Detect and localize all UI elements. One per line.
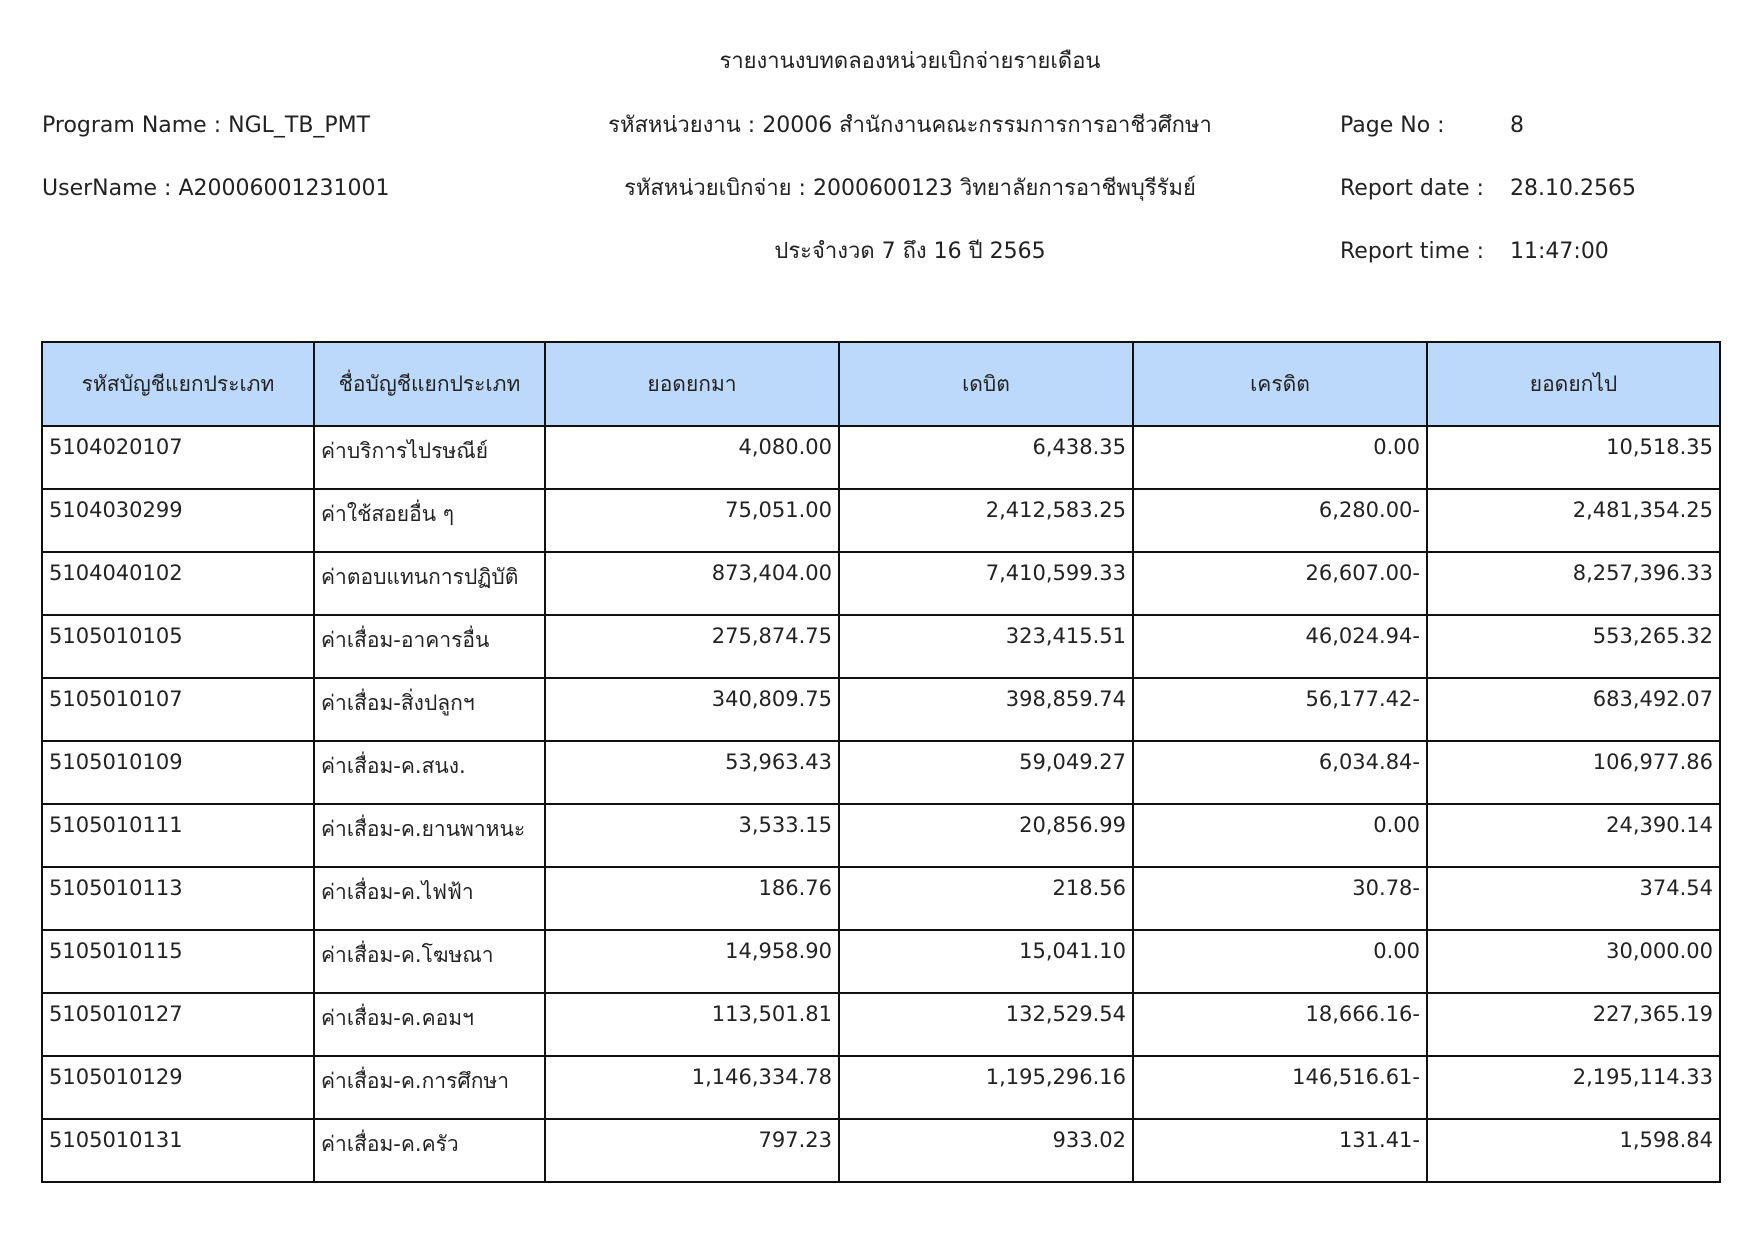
report-time-value: 11:47:00 bbox=[1510, 239, 1609, 264]
account-code-cell: 5104020107 bbox=[42, 426, 314, 489]
report-date-label: Report date : bbox=[1340, 176, 1484, 201]
debit-cell: 933.02 bbox=[839, 1119, 1133, 1182]
account-name-cell: ค่าใช้สอยอื่น ๆ bbox=[314, 489, 545, 552]
table-row bbox=[42, 804, 1720, 867]
opening-balance-cell: 14,958.90 bbox=[545, 930, 839, 993]
account-name-cell: ค่าเสื่อม-ค.การศึกษา bbox=[314, 1056, 545, 1119]
page-no-label: Page No : bbox=[1340, 113, 1445, 138]
program-name: Program Name : NGL_TB_PMT bbox=[42, 113, 371, 138]
credit-cell: 6,280.00- bbox=[1133, 489, 1427, 552]
column-header-account-code: รหัสบัญชีแยกประเภท bbox=[42, 342, 314, 426]
account-name-cell: ค่าเสื่อม-สิ่งปลูกฯ bbox=[314, 678, 545, 741]
column-header-account-name: ชื่อบัญชีแยกประเภท bbox=[314, 342, 545, 426]
debit-cell: 2,412,583.25 bbox=[839, 489, 1133, 552]
closing-balance-cell: 106,977.86 bbox=[1427, 741, 1720, 804]
account-code-cell: 5105010131 bbox=[42, 1119, 314, 1182]
debit-cell: 7,410,599.33 bbox=[839, 552, 1133, 615]
account-code-cell: 5105010111 bbox=[42, 804, 314, 867]
credit-cell: 26,607.00- bbox=[1133, 552, 1427, 615]
closing-balance-cell: 2,195,114.33 bbox=[1427, 1056, 1720, 1119]
table-row bbox=[42, 741, 1720, 804]
account-code-cell: 5105010105 bbox=[42, 615, 314, 678]
account-name-cell: ค่าเสื่อม-ค.โฆษณา bbox=[314, 930, 545, 993]
account-code-cell: 5105010107 bbox=[42, 678, 314, 741]
trial-balance-table bbox=[41, 341, 1721, 1183]
page-no-value: 8 bbox=[1510, 113, 1524, 138]
closing-balance-cell: 2,481,354.25 bbox=[1427, 489, 1720, 552]
credit-cell: 0.00 bbox=[1133, 804, 1427, 867]
closing-balance-cell: 374.54 bbox=[1427, 867, 1720, 930]
debit-cell: 1,195,296.16 bbox=[839, 1056, 1133, 1119]
opening-balance-cell: 873,404.00 bbox=[545, 552, 839, 615]
account-name-cell: ค่าเสื่อม-ค.คอมฯ bbox=[314, 993, 545, 1056]
account-name-cell: ค่าเสื่อม-ค.ครัว bbox=[314, 1119, 545, 1182]
closing-balance-cell: 553,265.32 bbox=[1427, 615, 1720, 678]
account-name-cell: ค่าบริการไปรษณีย์ bbox=[314, 426, 545, 489]
debit-cell: 218.56 bbox=[839, 867, 1133, 930]
credit-cell: 30.78- bbox=[1133, 867, 1427, 930]
account-code-cell: 5105010127 bbox=[42, 993, 314, 1056]
account-code-cell: 5104030299 bbox=[42, 489, 314, 552]
table-row bbox=[42, 1119, 1720, 1182]
column-header-closing-balance: ยอดยกไป bbox=[1427, 342, 1720, 426]
table-row bbox=[42, 678, 1720, 741]
opening-balance-cell: 113,501.81 bbox=[545, 993, 839, 1056]
table-row bbox=[42, 930, 1720, 993]
opening-balance-cell: 1,146,334.78 bbox=[545, 1056, 839, 1119]
account-code-cell: 5104040102 bbox=[42, 552, 314, 615]
closing-balance-cell: 10,518.35 bbox=[1427, 426, 1720, 489]
account-code-cell: 5105010109 bbox=[42, 741, 314, 804]
report-date-value: 28.10.2565 bbox=[1510, 176, 1636, 201]
closing-balance-cell: 227,365.19 bbox=[1427, 993, 1720, 1056]
table-row bbox=[42, 426, 1720, 489]
credit-cell: 0.00 bbox=[1133, 426, 1427, 489]
closing-balance-cell: 8,257,396.33 bbox=[1427, 552, 1720, 615]
opening-balance-cell: 75,051.00 bbox=[545, 489, 839, 552]
account-name-cell: ค่าตอบแทนการปฏิบัติ bbox=[314, 552, 545, 615]
closing-balance-cell: 683,492.07 bbox=[1427, 678, 1720, 741]
opening-balance-cell: 797.23 bbox=[545, 1119, 839, 1182]
username: UserName : A20006001231001 bbox=[42, 176, 390, 201]
opening-balance-cell: 53,963.43 bbox=[545, 741, 839, 804]
opening-balance-cell: 275,874.75 bbox=[545, 615, 839, 678]
debit-cell: 59,049.27 bbox=[839, 741, 1133, 804]
table-row bbox=[42, 489, 1720, 552]
closing-balance-cell: 1,598.84 bbox=[1427, 1119, 1720, 1182]
debit-cell: 6,438.35 bbox=[839, 426, 1133, 489]
opening-balance-cell: 340,809.75 bbox=[545, 678, 839, 741]
table-row bbox=[42, 615, 1720, 678]
closing-balance-cell: 24,390.14 bbox=[1427, 804, 1720, 867]
debit-cell: 15,041.10 bbox=[839, 930, 1133, 993]
account-name-cell: ค่าเสื่อม-ค.ยานพาหนะ bbox=[314, 804, 545, 867]
opening-balance-cell: 4,080.00 bbox=[545, 426, 839, 489]
closing-balance-cell: 30,000.00 bbox=[1427, 930, 1720, 993]
table-header-row bbox=[42, 342, 1720, 426]
credit-cell: 0.00 bbox=[1133, 930, 1427, 993]
account-code-cell: 5105010115 bbox=[42, 930, 314, 993]
table-body bbox=[42, 426, 1720, 1182]
column-header-credit: เครดิต bbox=[1133, 342, 1427, 426]
debit-cell: 323,415.51 bbox=[839, 615, 1133, 678]
department-line: รหัสหน่วยงาน : 20006 สำนักงานคณะกรรมการการอาชีวศึกษา bbox=[608, 113, 1212, 138]
credit-cell: 56,177.42- bbox=[1133, 678, 1427, 741]
column-header-debit: เดบิต bbox=[839, 342, 1133, 426]
debit-cell: 398,859.74 bbox=[839, 678, 1133, 741]
table-row bbox=[42, 993, 1720, 1056]
report-title: รายงานงบทดลองหน่วยเบิกจ่ายรายเดือน bbox=[719, 49, 1101, 74]
credit-cell: 146,516.61- bbox=[1133, 1056, 1427, 1119]
account-name-cell: ค่าเสื่อม-ค.สนง. bbox=[314, 741, 545, 804]
account-code-cell: 5105010113 bbox=[42, 867, 314, 930]
debit-cell: 20,856.99 bbox=[839, 804, 1133, 867]
table-row bbox=[42, 867, 1720, 930]
credit-cell: 46,024.94- bbox=[1133, 615, 1427, 678]
account-name-cell: ค่าเสื่อม-ค.ไฟฟ้า bbox=[314, 867, 545, 930]
account-name-cell: ค่าเสื่อม-อาคารอื่น bbox=[314, 615, 545, 678]
debit-cell: 132,529.54 bbox=[839, 993, 1133, 1056]
credit-cell: 6,034.84- bbox=[1133, 741, 1427, 804]
report-time-label: Report time : bbox=[1340, 239, 1485, 264]
account-code-cell: 5105010129 bbox=[42, 1056, 314, 1119]
table-row bbox=[42, 1056, 1720, 1119]
period-line: ประจำงวด 7 ถึง 16 ปี 2565 bbox=[774, 239, 1046, 264]
opening-balance-cell: 186.76 bbox=[545, 867, 839, 930]
table-row bbox=[42, 552, 1720, 615]
column-header-opening-balance: ยอดยกมา bbox=[545, 342, 839, 426]
disbursement-unit-line: รหัสหน่วยเบิกจ่าย : 2000600123 วิทยาลัยการอาชีพบุรีรัมย์ bbox=[624, 176, 1196, 201]
credit-cell: 18,666.16- bbox=[1133, 993, 1427, 1056]
credit-cell: 131.41- bbox=[1133, 1119, 1427, 1182]
opening-balance-cell: 3,533.15 bbox=[545, 804, 839, 867]
